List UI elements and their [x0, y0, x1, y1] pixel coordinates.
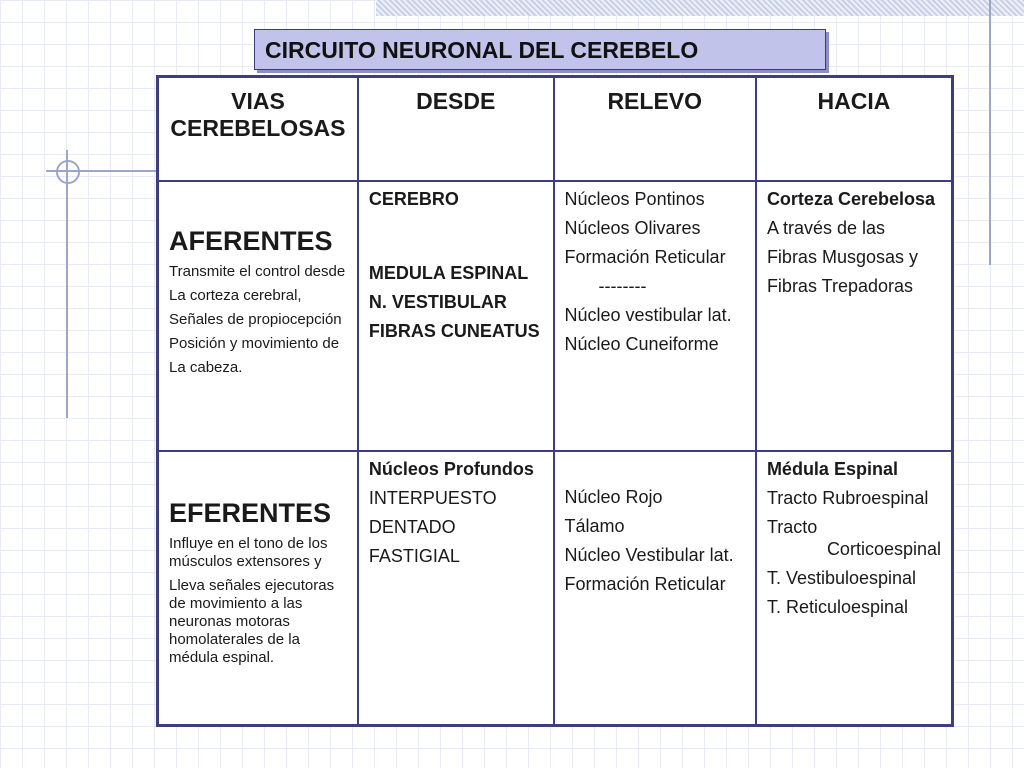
- efferent-type-cell: [158, 451, 358, 726]
- efferent-desde-cell: [358, 451, 554, 726]
- header-desde: DESDE: [358, 77, 554, 181]
- afferent-note: Señales de propiocepción: [169, 310, 342, 328]
- header-vias: VIAS CEREBELOSAS: [158, 77, 358, 181]
- relevo-item: Formación Reticular: [564, 573, 726, 594]
- relevo-item: Núcleo Cuneiforme: [564, 333, 719, 354]
- slide-title: CIRCUITO NEURONAL DEL CEREBELO: [254, 29, 826, 70]
- efferent-note: Influye en el tono de los músculos extensores y: [169, 534, 328, 570]
- table-header-row: [158, 77, 953, 181]
- desde-item: MEDULA ESPINAL: [368, 262, 529, 283]
- afferent-type-cell: [158, 181, 358, 451]
- hacia-item: Fibras Trepadoras: [766, 275, 914, 296]
- afferent-note: Transmite el control desde: [169, 262, 346, 280]
- decorative-line: [989, 0, 991, 265]
- desde-item: FIBRAS CUNEATUS: [368, 320, 540, 341]
- hacia-item: T. Reticuloespinal: [766, 596, 909, 617]
- decorative-line: [66, 150, 68, 418]
- relevo-separator: --------: [598, 275, 647, 296]
- hacia-item: Tracto: [766, 516, 818, 537]
- relevo-item: Núcleo Vestibular lat.: [564, 544, 734, 565]
- desde-item: CEREBRO: [368, 188, 459, 209]
- desde-item: DENTADO: [368, 516, 456, 537]
- relevo-item: Tálamo: [564, 515, 625, 536]
- hacia-item: A través de las: [766, 217, 886, 238]
- relevo-item: Núcleo vestibular lat.: [564, 304, 732, 325]
- afferent-label: AFERENTES: [169, 225, 333, 256]
- decorative-band: [376, 0, 1024, 16]
- hacia-item: Corticoespinal: [826, 538, 941, 559]
- hacia-item: Tracto Rubroespinal: [766, 487, 929, 508]
- header-hacia: HACIA: [756, 77, 953, 181]
- afferent-note: La corteza cerebral,: [169, 286, 302, 304]
- desde-item: Núcleos Profundos: [368, 458, 534, 479]
- afferent-relevo-cell: [554, 181, 756, 451]
- hacia-item: Corteza Cerebelosa: [766, 188, 936, 209]
- hacia-item: Fibras Musgosas y: [766, 246, 918, 267]
- relevo-item: Núcleo Rojo: [564, 486, 663, 507]
- afferent-note: Posición y movimiento de: [169, 334, 340, 352]
- desde-item: INTERPUESTO: [368, 487, 497, 508]
- relevo-item: Formación Reticular: [564, 246, 726, 267]
- efferent-relevo-cell: [554, 451, 756, 726]
- header-relevo: RELEVO: [554, 77, 756, 181]
- desde-item: N. VESTIBULAR: [368, 291, 507, 312]
- table-row-efferent: [158, 451, 953, 726]
- efferent-hacia-cell: [756, 451, 953, 726]
- relevo-item: Núcleos Olivares: [564, 217, 701, 238]
- afferent-desde-cell: [358, 181, 554, 451]
- desde-item: FASTIGIAL: [368, 545, 460, 566]
- table-row-afferent: [158, 181, 953, 451]
- hacia-item: Médula Espinal: [766, 458, 898, 479]
- hacia-item: T. Vestibuloespinal: [766, 567, 917, 588]
- efferent-label: EFERENTES: [169, 497, 332, 528]
- afferent-hacia-cell: [756, 181, 953, 451]
- efferent-note: Lleva señales ejecutoras de movimiento a las neuronas motoras homolaterales de la médula espinal.: [169, 576, 335, 666]
- afferent-note: La cabeza.: [169, 358, 243, 376]
- relevo-item: Núcleos Pontinos: [564, 188, 705, 209]
- circuit-table: [156, 75, 954, 727]
- decorative-circle: [56, 160, 80, 184]
